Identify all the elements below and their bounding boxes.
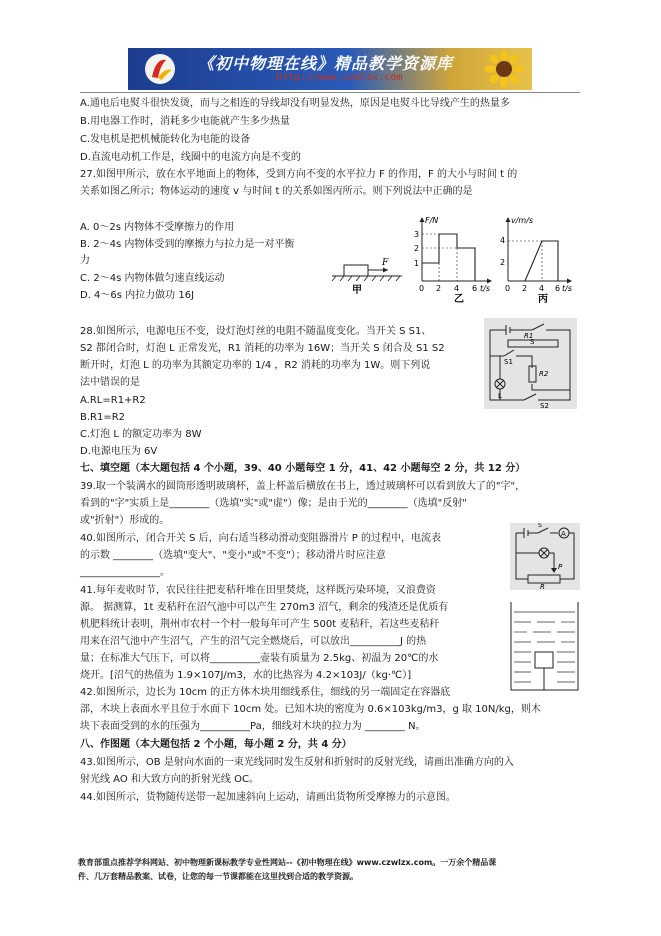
svg-text:1: 1 bbox=[414, 259, 420, 268]
text-line: A.通电后电熨斗很快发烫，而与之相连的导线却没有明显发热，原因是电熨斗比导线产生的热量多 bbox=[80, 98, 510, 109]
text-line: 关系如图乙所示；物体运动的速度 v 与时间 t 的关系如图丙所示。则下列说法中正确的是 bbox=[80, 186, 473, 197]
svg-text:2: 2 bbox=[436, 284, 442, 293]
text-line: 力 bbox=[80, 255, 90, 266]
text-line: 28.如图所示，电源电压不变，设灯泡灯丝的电阻不随温度变化。当开关 S S1、 bbox=[80, 326, 432, 337]
header-divider bbox=[80, 92, 580, 93]
section-heading: 七、填空题（本大题包括 4 个小题，39、40 小题每空 1 分，41、42 小题每空 2 分，共 12 分） bbox=[80, 463, 526, 474]
svg-text:t/s: t/s bbox=[480, 284, 490, 293]
text-line: B. 2～4s 内物体受到的摩擦力与拉力是一对平衡 bbox=[80, 239, 295, 250]
text-line: 块下表面受到的水的压强为__________Pa，细线对木块的拉力为 ________ N。 bbox=[80, 721, 426, 732]
footer-line-1: 教育部重点推荐学科网站、初中物理新课标教学专业性网站--《初中物理在线》www.czwlzx.com。一万余个精品课 bbox=[78, 858, 497, 867]
svg-text:2: 2 bbox=[500, 258, 506, 267]
figure-27-yi bbox=[414, 216, 492, 305]
text-line: 或"折射"）形成的。 bbox=[80, 515, 170, 526]
figure-42-container bbox=[509, 600, 580, 692]
svg-text:2: 2 bbox=[522, 284, 528, 293]
text-line: D.直流电动机工作是，线圈中的电流方向是不变的 bbox=[80, 152, 301, 163]
text-line: 40.如图所示，闭合开关 S 后，向右适当移动滑动变阻器滑片 P 的过程中，电流表 bbox=[80, 533, 441, 544]
svg-text:6: 6 bbox=[555, 284, 561, 293]
section-heading: 八、作图题（本大题包括 2 个小题，每小题 2 分，共 4 分） bbox=[80, 739, 352, 750]
text-line: A.RL=R1+R2 bbox=[80, 395, 146, 406]
bing-label: 丙 bbox=[538, 294, 548, 305]
text-line: 看到的"字"实质上是________（选填"实"或"虚"）像；是由于光的________（选填"反射" bbox=[80, 498, 467, 509]
svg-text:R2: R2 bbox=[539, 370, 549, 378]
figure-28-circuit bbox=[484, 318, 577, 409]
figure-40-circuit bbox=[510, 523, 580, 590]
svg-text:t/s: t/s bbox=[562, 284, 572, 293]
text-line: 44.如图所示，货物随传送带一起加速斜向上运动，请画出货物所受摩擦力的示意图。 bbox=[80, 792, 456, 803]
site-logo-icon bbox=[142, 52, 178, 86]
svg-text:S2: S2 bbox=[540, 402, 549, 409]
footer-line-2: 件、几万套精品教案、试卷，让您的每一节课都能在这里找到合适的教学资源。 bbox=[78, 872, 358, 881]
svg-text:F/N: F/N bbox=[425, 216, 439, 225]
svg-text:S1: S1 bbox=[504, 358, 513, 366]
svg-text:3: 3 bbox=[414, 230, 420, 239]
text-line: 用来在沼气池中产生沼气，产生的沼气完全燃烧后，可以放出__________J 的热 bbox=[80, 636, 427, 647]
text-line: 法中错误的是 bbox=[80, 377, 140, 388]
header-banner bbox=[128, 48, 532, 90]
text-line: 射光线 AO 和大致方向的折射光线 OC。 bbox=[80, 774, 259, 785]
text-line: 42.如图所示，边长为 10cm 的正方体木块用细线系住，细线的另一端固定在容器底 bbox=[80, 687, 451, 698]
jia-label: 甲 bbox=[352, 285, 362, 296]
banner-title: 《初中物理在线》精品教学资源库 bbox=[198, 54, 454, 73]
svg-text:S: S bbox=[538, 523, 542, 529]
svg-text:0: 0 bbox=[419, 284, 425, 293]
text-line: B.R1=R2 bbox=[80, 412, 126, 423]
text-line: 机肥料统计表明，荆州市农村一个村一般每年可产生 500t 麦秸秆，若这些麦秸秆 bbox=[80, 619, 440, 630]
text-line: B.用电器工作时，消耗多少电能就产生多少热量 bbox=[80, 116, 291, 127]
yi-label: 乙 bbox=[454, 294, 464, 305]
text-line: 烧开。[沼气的热值为 1.9×107J/m3，水的比热容为 4.2×103J/（kg·℃）] bbox=[80, 670, 412, 681]
text-line: C.灯泡 L 的额定功率为 8W bbox=[80, 429, 202, 440]
text-line: 41.每年麦收时节，农民往往把麦秸秆堆在田里焚烧，这样既污染环境，又浪费资 bbox=[80, 585, 436, 596]
text-line: C.发电机是把机械能转化为电能的设备 bbox=[80, 134, 251, 145]
banner-url[interactable]: http://www.czwlzx.com bbox=[276, 72, 403, 83]
text-line: 量；在标准大气压下，可以将__________壶装有质量为 2.5kg、初温为 20℃的水 bbox=[80, 653, 439, 664]
svg-text:v/m/s: v/m/s bbox=[511, 216, 534, 225]
text-line: ________________。 bbox=[80, 567, 170, 578]
text-line: A. 0～2s 内物体不受摩擦力的作用 bbox=[80, 222, 235, 233]
text-line: 部，木块上表面水平且位于水面下 10cm 处。已知木块的密度为 0.6×103kg/m3，g 取 10N/kg，则木 bbox=[80, 704, 541, 715]
text-line: 27.如图甲所示，放在水平地面上的物体，受到方向不变的水平拉力 F 的作用，F 的大小与时间 t 的 bbox=[80, 169, 518, 180]
text-line: C. 2～4s 内物体做匀速直线运动 bbox=[80, 273, 225, 284]
text-line: D. 4～6s 内拉力做功 16J bbox=[80, 290, 195, 301]
svg-text:4: 4 bbox=[500, 236, 506, 245]
svg-text:L: L bbox=[498, 392, 502, 400]
figure-27-jia bbox=[332, 258, 402, 296]
text-line: D.电源电压为 6V bbox=[80, 446, 158, 457]
svg-text:R1: R1 bbox=[524, 332, 534, 340]
svg-text:4: 4 bbox=[539, 284, 545, 293]
text-line: 43.如图所示，OB 是射向水面的一束光线同时发生反射和折射时的反射光线，请画出准确方向的入 bbox=[80, 757, 514, 768]
figure-27 bbox=[330, 213, 576, 305]
text-line: 源。 据测算，1t 麦秸秆在沼气池中可以产生 270m3 沼气，剩余的残渣还是优质有 bbox=[80, 602, 449, 613]
text-line: 的示数 ________（选填"变大"、"变小"或"不变"）；移动滑片时应注意 bbox=[80, 550, 386, 561]
force-label: F bbox=[382, 258, 389, 268]
text-line: 断开时，灯泡 L 的功率为其额定功率的 1/4 ，R2 消耗的功率为 1W。则下列说 bbox=[80, 360, 431, 371]
svg-text:0: 0 bbox=[505, 284, 511, 293]
svg-text:S: S bbox=[530, 338, 535, 346]
svg-text:4: 4 bbox=[454, 284, 460, 293]
svg-text:R: R bbox=[540, 583, 545, 590]
svg-text:P: P bbox=[558, 563, 563, 571]
svg-text:2: 2 bbox=[414, 244, 420, 253]
svg-text:6: 6 bbox=[472, 284, 478, 293]
svg-text:A: A bbox=[561, 530, 566, 538]
sunflower-icon bbox=[484, 50, 524, 88]
text-line: S2 都闭合时，灯泡 L 正常发光，R1 消耗的功率为 16W；当开关 S 闭合及 S1 S2 bbox=[80, 343, 445, 354]
text-line: 39.取一个装满水的圆筒形透明玻璃杯，盖上杯盖后横放在书上，透过玻璃杯可以看到放大了的"字"， bbox=[80, 481, 526, 492]
figure-27-bing bbox=[500, 216, 572, 305]
